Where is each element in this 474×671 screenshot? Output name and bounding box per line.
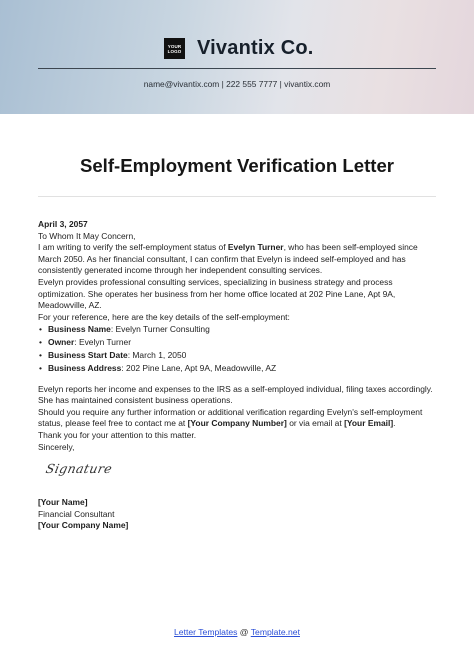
- company-name: Vivantix Co.: [197, 37, 314, 59]
- logo-text: YOUR LOGO: [167, 43, 182, 54]
- salutation: To Whom It May Concern,: [38, 230, 136, 241]
- letter-templates-link[interactable]: Letter Templates: [174, 627, 238, 637]
- page-title: Self-Employment Verification Letter: [79, 155, 395, 176]
- letterhead: [0, 0, 474, 114]
- paragraph-reference: For your reference, here are the key details of the self-employment:: [38, 311, 290, 322]
- company-logo: [164, 38, 185, 59]
- footer: Letter Templates @ Template.net: [174, 627, 300, 637]
- list-item: • Business Start Date: March 1, 2050: [38, 349, 438, 362]
- paragraph-intro: I am writing to verify the self-employment status of Evelyn Turner, who has been self-employed since March 2050. As her financial consultant, I can confirm that Evelyn is indeed self-employed and has consistently generated income through her independent consulting services.: [38, 242, 418, 276]
- brand: [164, 37, 314, 60]
- subject-name: Evelyn Turner: [227, 242, 284, 253]
- letter-body: [38, 219, 438, 532]
- signer-title: Financial Consultant: [38, 508, 115, 519]
- signer-company: [Your Company Name]: [38, 520, 129, 531]
- closing: Sincerely,: [38, 441, 75, 452]
- letter-date: April 3, 2057: [38, 219, 88, 229]
- paragraph-taxes: Evelyn reports her income and expenses to the IRS as a self-employed individual, filing taxes accordingly. She has maintained consistent business operations.: [38, 383, 433, 406]
- contact-line: name@vivantix.com | 222 555 7777 | vivantix.com: [143, 79, 331, 89]
- template-net-link[interactable]: Template.net: [250, 627, 300, 637]
- signer-name: [Your Name]: [38, 497, 88, 508]
- list-item: • Business Name: Evelyn Turner Consulting: [38, 323, 438, 336]
- title-divider: [38, 196, 436, 197]
- signer-block: [38, 497, 438, 532]
- signature: Signature: [44, 461, 114, 477]
- paragraph-contact: Should you require any further information or additional verification regarding Evelyn's self-employment status, please feel free to contact me at [Your Company Number] or via email at [Your Email].: [38, 406, 423, 429]
- details-list: [38, 323, 438, 374]
- list-item: • Business Address: 202 Pine Lane, Apt 9A, Meadowville, AZ: [38, 362, 438, 375]
- paragraph-thanks: Thank you for your attention to this matter.: [38, 429, 197, 440]
- list-item: • Owner: Evelyn Turner: [38, 336, 438, 349]
- paragraph-services: Evelyn provides professional consulting services, specializing in business strategy and process optimization. She operates her business from her home office located at 202 Pine Lane, Apt 9A, Meadowville, AZ.: [38, 276, 396, 311]
- header-divider: [38, 68, 436, 69]
- email-placeholder: [Your Email]: [344, 418, 394, 429]
- company-number-placeholder: [Your Company Number]: [187, 418, 287, 429]
